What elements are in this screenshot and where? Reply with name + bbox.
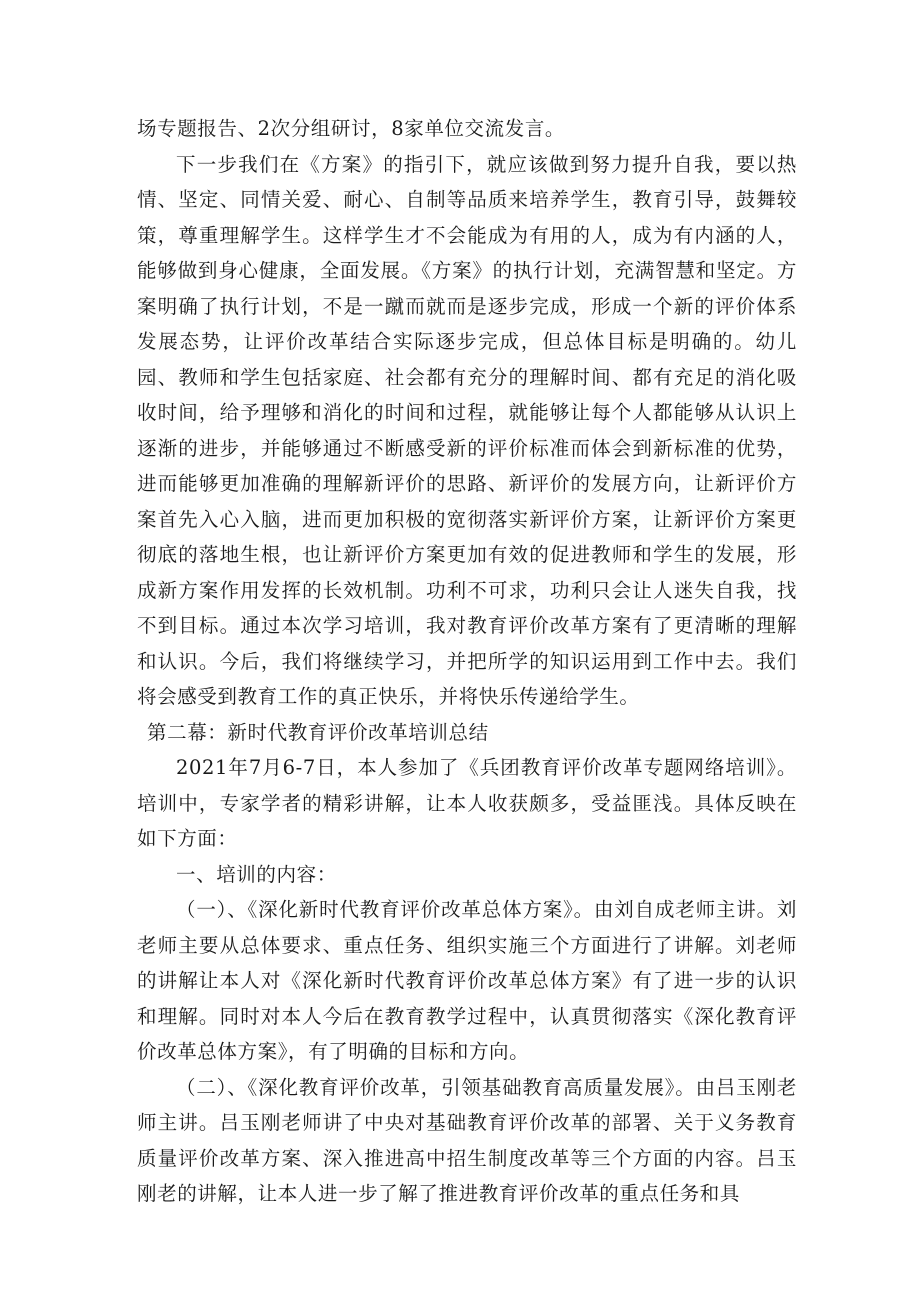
paragraph-training-intro: 2021年7月6-7日，本人参加了《兵团教育评价改革专题网络培训》。培训中，专家学者的精彩讲解，让本人收获颇多，受益匪浅。具体反映在如下方面： — [137, 756, 797, 850]
section-heading: 第二幕：新时代教育评价改革培训总结 — [147, 720, 489, 744]
paragraph-continuation: 场专题报告、2次分组研讨，8家单位交流发言。 — [137, 117, 566, 140]
subheading-training-content: 一、培训的内容： — [176, 862, 337, 886]
paragraph-next-steps: 下一步我们在《方案》的指引下，就应该做到努力提升自我，要以热情、坚定、同情关爱、耐心、自制等品质来培养学生，教育引导，鼓舞较策，尊重理解学生。这样学生才不会能成为有用的人，成为有内涵的人，能够做到身心健康，全面发展。《方案》的执行计划，充满智慧和坚定。方案明确了执行计划，不是一蹴而就而是逐步完成，形成一个新的评价体系发展态势，让评价改革结合实际逐步完成，但总体目标是明确的。幼儿园、教师和学生包括家庭、社会都有充分的理解时间、都有充足的消化吸收时间，给予理够和消化的时间和过程，就能够让每个人都能够从认识上逐渐的进步，并能够通过不断感受新的评价标准而体会到新标准的优势，进而能够更加准确的理解新评价的思路、新评价的发展方向，让新评价方案首先入心入脑，进而更加积极的宽彻落实新评价方案，让新评价方案更彻底的落地生根，也让新评价方案更加有效的促进教师和学生的发展，形成新方案作用发挥的长效机制。功利不可求，功利只会让人迷失自我，找不到目标。通过本次学习培训，我对教育评价改革方案有了更清晰的理解和认识。今后，我们将继续学习，并把所学的知识运用到工作中去。我们将会感受到教育工作的真正快乐，并将快乐传递给学生。 — [137, 152, 797, 708]
document-body — [137, 111, 797, 1212]
paragraph-item-one: （一）、《深化新时代教育评价改革总体方案》。由刘自成老师主讲。刘老师主要从总体要求、重点任务、组织实施三个方面进行了讲解。刘老师的讲解让本人对《深化新时代教育评价改革总体方案》有了进一步的认识和理解。同时对本人今后在教育教学过程中，认真贯彻落实《深化教育评价改革总体方案》，有了明确的目标和方向。 — [137, 898, 797, 1063]
paragraph-item-two: （二）、《深化教育评价改革，引领基础教育高质量发展》。由吕玉刚老师主讲。吕玉刚老师讲了中央对基础教育评价改革的部署、关于义务教育质量评价改革方案、深入推进高中招生制度改革等三个方面的内容。吕玉刚老的讲解，让本人进一步了解了推进教育评价改革的重点任务和具 — [137, 1075, 797, 1205]
